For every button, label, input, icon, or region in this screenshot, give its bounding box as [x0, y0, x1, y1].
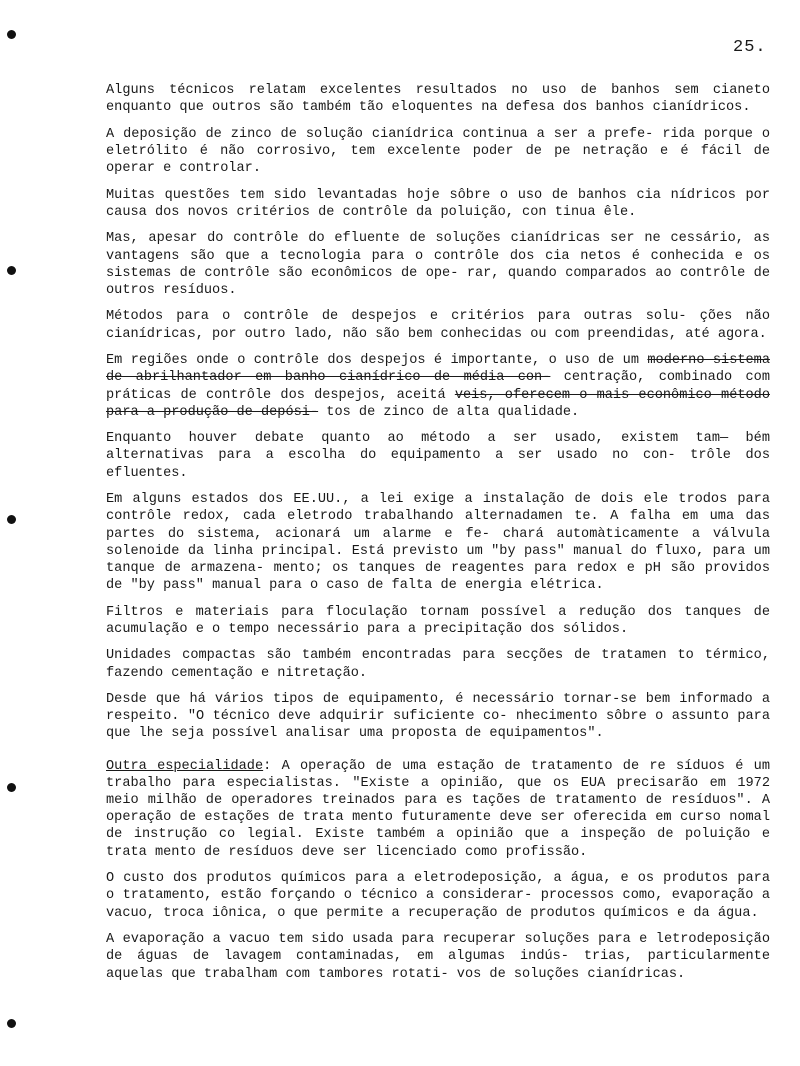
paragraph: Filtros e materiais para floculação tornam possível a redução dos tanques de acumulação e o tempo necessário para a precipitação dos sólidos.	[106, 604, 770, 637]
binder-hole-mark	[7, 1019, 16, 1028]
paragraph: Em alguns estados dos EE.UU., a lei exige a instalação de dois ele trodos para contrôle redox, cada eletrodo trabalhando alternadamen te. A falha em uma das partes do sistema, acionará um alarme e fe- chará automàticamente a válvula solenoide da linha principal. Está previsto um "by pass" manual do fluxo, para um tanque de armazena- mento; os tanques de reagentes para redox e pH são providos de "by pass" manual para o caso de falta de energia elétrica.	[106, 492, 770, 594]
binder-hole-mark	[7, 783, 16, 792]
paragraph: Desde que há vários tipos de equipamento, é necessário tornar-se bem informado a respeito. "O técnico deve adquirir suficiente co- nhecimento sôbre o assunto para que lhe seja possível analisar uma proposta de equipamentos".	[106, 692, 770, 742]
paragraph: Mas, apesar do contrôle do efluente de soluções cianídricas ser ne cessário, as vantagens são que a tecnologia para o contrôle dos cia netos é conhecida e os sistemas de contrôle são econômicos de ope- rar, quando comparados ao contrôle de outros resíduos.	[106, 231, 770, 298]
binder-hole-mark	[7, 266, 16, 275]
page-number: 25.	[733, 38, 767, 57]
paragraph: O custo dos produtos químicos para a eletrodeposição, a água, e os produtos para o tratamento, estão forçando o técnico a considerar- processos como, evaporação a vacuo, troca iônica, o que permite a recuperação de produtos químicos e da água.	[106, 871, 770, 921]
paragraph: Outra especialidade: A operação de uma estação de tratamento de re síduos é um trabalho para especialistas. "Existe a opinião, que os EUA precisarão em 1972 meio milhão de operadores treinados para es tações de tratamento de resíduos". A operação de estações de trata mento futuramente deve ser oferecida em curso nomal de instrução co legial. Existe também a opinião que a inspeção de poluição e trata mento de resíduos deve ser licenciado como profissão.	[106, 758, 770, 860]
section-heading: Outra especialidade	[106, 758, 264, 774]
paragraph: Alguns técnicos relatam excelentes resultados no uso de banhos sem cianeto enquanto que outros são também tão eloquentes na defesa dos banhos cianídricos.	[106, 83, 770, 116]
paragraph: Unidades compactas são também encontradas para secções de tratamen to térmico, fazendo cementação e nitretação.	[106, 648, 771, 681]
paragraph: Enquanto houver debate quanto ao método a ser usado, existem tam— bém alternativas para a escolha do equipamento a ser usado no con- trôle dos efluentes.	[106, 431, 770, 481]
binder-hole-mark	[7, 515, 16, 524]
paragraph: Em regiões onde o contrôle dos despejos é importante, o uso de um moderno sistema de abrilhantador em banho cianídrico de média con- centração, combinado com práticas de contrôle dos despejos, aceitá veis, oferecem o mais econômico método para a produção de depósi- tos de zinco de alta qualidade.	[106, 353, 770, 420]
paragraph: Métodos para o contrôle de despejos e critérios para outras solu- ções não cianídricas, por outro lado, não são bem conhecidas ou com preendidas, até agora.	[106, 309, 770, 342]
paragraph: Muitas questões tem sido levantadas hoje sôbre o uso de banhos cia nídricos por causa dos novos critérios de contrôle da poluição, con tinua êle.	[106, 187, 770, 220]
paragraph: A deposição de zinco de solução cianídrica continua a ser a prefe- rida porque o eletrólito é não corrosivo, tem excelente poder de pe netração e é fácil de operar e controlar.	[106, 126, 770, 177]
paragraph: A evaporação a vacuo tem sido usada para recuperar soluções para e letrodeposição de águas de lavagem contaminadas, em algumas indús- trias, particularmente aquelas que trabalham com tambores rotati- vos de soluções cianídricas.	[106, 932, 770, 982]
struck-through-line: veis, oferecem o mais econômico método para a produção de depósi-	[106, 387, 770, 420]
struck-through-line: moderno sistema de abrilhantador em banho cianídrico de média con-	[106, 353, 770, 386]
binder-hole-mark	[7, 30, 16, 39]
body-text	[106, 82, 770, 992]
